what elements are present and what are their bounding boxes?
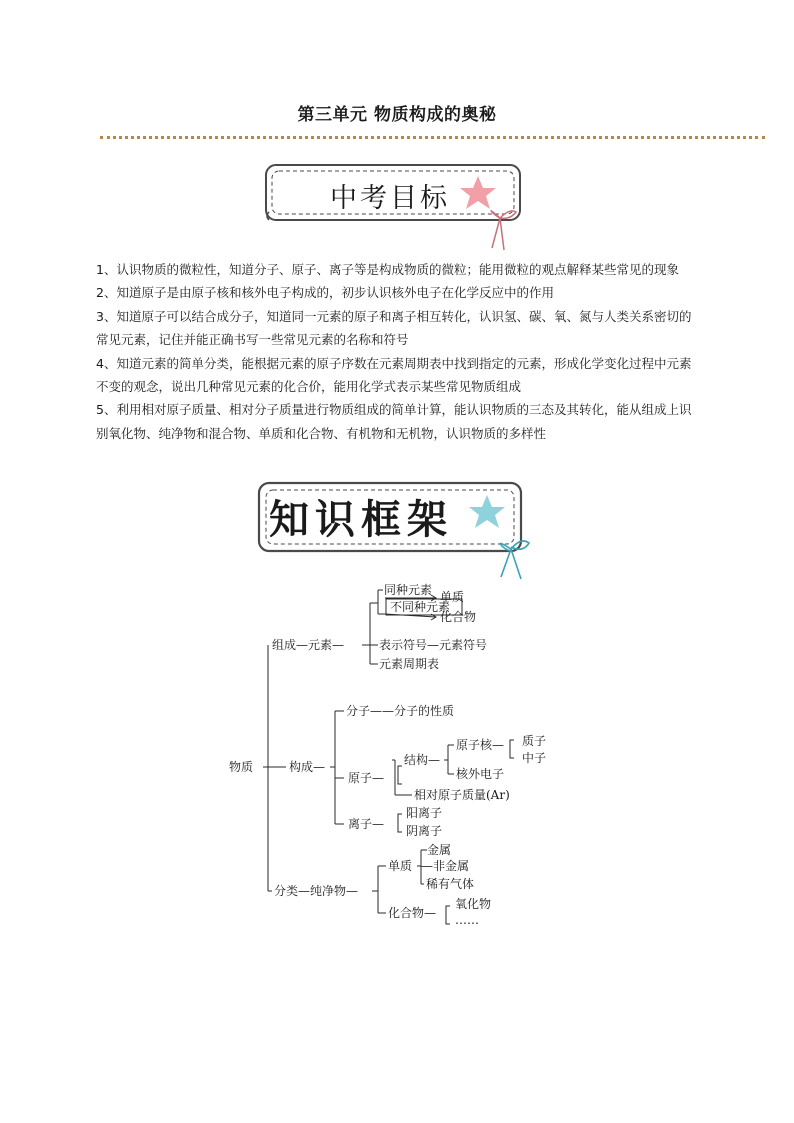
page-title: 第三单元 物质构成的奥秘: [297, 105, 497, 125]
tree-xiyouqiti: 稀有气体: [426, 877, 475, 891]
tree-zhouqibiao: 元素周期表: [379, 657, 440, 671]
tree-huahewu-2: 化合物—: [388, 906, 437, 920]
dotted-divider: [100, 136, 765, 139]
tree-lizi: 离子—: [348, 817, 385, 831]
tree-jinshu: 金属: [427, 843, 452, 857]
goal-item-2: 2、知道原子是由原子核和核外电子构成的，初步认识核外电子在化学反应中的作用: [96, 285, 554, 301]
tree-huahewu-1: 化合物: [440, 610, 477, 624]
tree-zhongzi: 中子: [522, 751, 547, 765]
tree-goucheng: 构成—: [289, 760, 326, 774]
tree-ellipsis: ……: [455, 913, 479, 927]
tree-fenzi: 分子——分子的性质: [346, 704, 455, 718]
goals-list: [96, 258, 696, 445]
tree-root: 物质: [229, 760, 254, 774]
tree-jiegou: 结构—: [404, 753, 441, 767]
tree-fenlei: 分类—纯净物—: [274, 884, 359, 898]
tree-butongzhong: 不同种元素: [390, 600, 451, 614]
tree-danzhi-1: 单质: [440, 590, 465, 604]
tree-feijinshu: —非金属: [421, 859, 470, 873]
tree-hewaidianzi: 核外电子: [456, 767, 505, 781]
tree-yuanzihe: 原子核—: [456, 738, 505, 752]
tree-yinlizi: 阴离子: [406, 824, 443, 838]
tree-zucheng: 组成—元素—: [272, 638, 345, 652]
tree-yanglizi: 阳离子: [406, 806, 443, 820]
goal-item-4: 4、知道元素的简单分类，能根据元素的原子序数在元素周期表中找到指定的元素，形成化学变化过程中元素不变的观念，说出几种常见元素的化合价，能用化学式表示某些常见物质组成: [96, 355, 692, 395]
section-framework-title: 知识框架: [269, 497, 453, 543]
tree-tongzhong: 同种元素: [384, 583, 433, 597]
tree-xiangdui: 相对原子质量(Ar): [414, 788, 510, 802]
goal-item-5: 5、利用相对原子质量、相对分子质量进行物质组成的简单计算，能认识物质的三态及其转化，能从组成上识别氧化物、纯净物和混合物、单质和化合物、有机物和无机物，认识物质的多样性: [96, 402, 692, 441]
section-goals-title: 中考目标: [330, 183, 450, 214]
tree-danzhi-2: 单质: [388, 859, 413, 873]
tree-yuanzi: 原子—: [348, 771, 385, 785]
tree-biaoshi: 表示符号—元素符号: [379, 638, 488, 652]
goal-item-1: 1、认识物质的微粒性，知道分子、原子、离子等是构成物质的微粒；能用微粒的观点解释某些常见的现象: [96, 262, 679, 277]
goals-banner: [262, 160, 532, 260]
tree-zhizi: 质子: [522, 734, 547, 748]
goal-item-3: 3、知道原子可以结合成分子，知道同一元素的原子和离子相互转化，认识氢、碳、氧、氮与人类关系密切的常见元素，记住并能正确书写一些常见元素的名称和符号: [96, 308, 692, 348]
framework-banner: [255, 477, 545, 582]
tree-yanghuawu: 氧化物: [455, 897, 492, 911]
